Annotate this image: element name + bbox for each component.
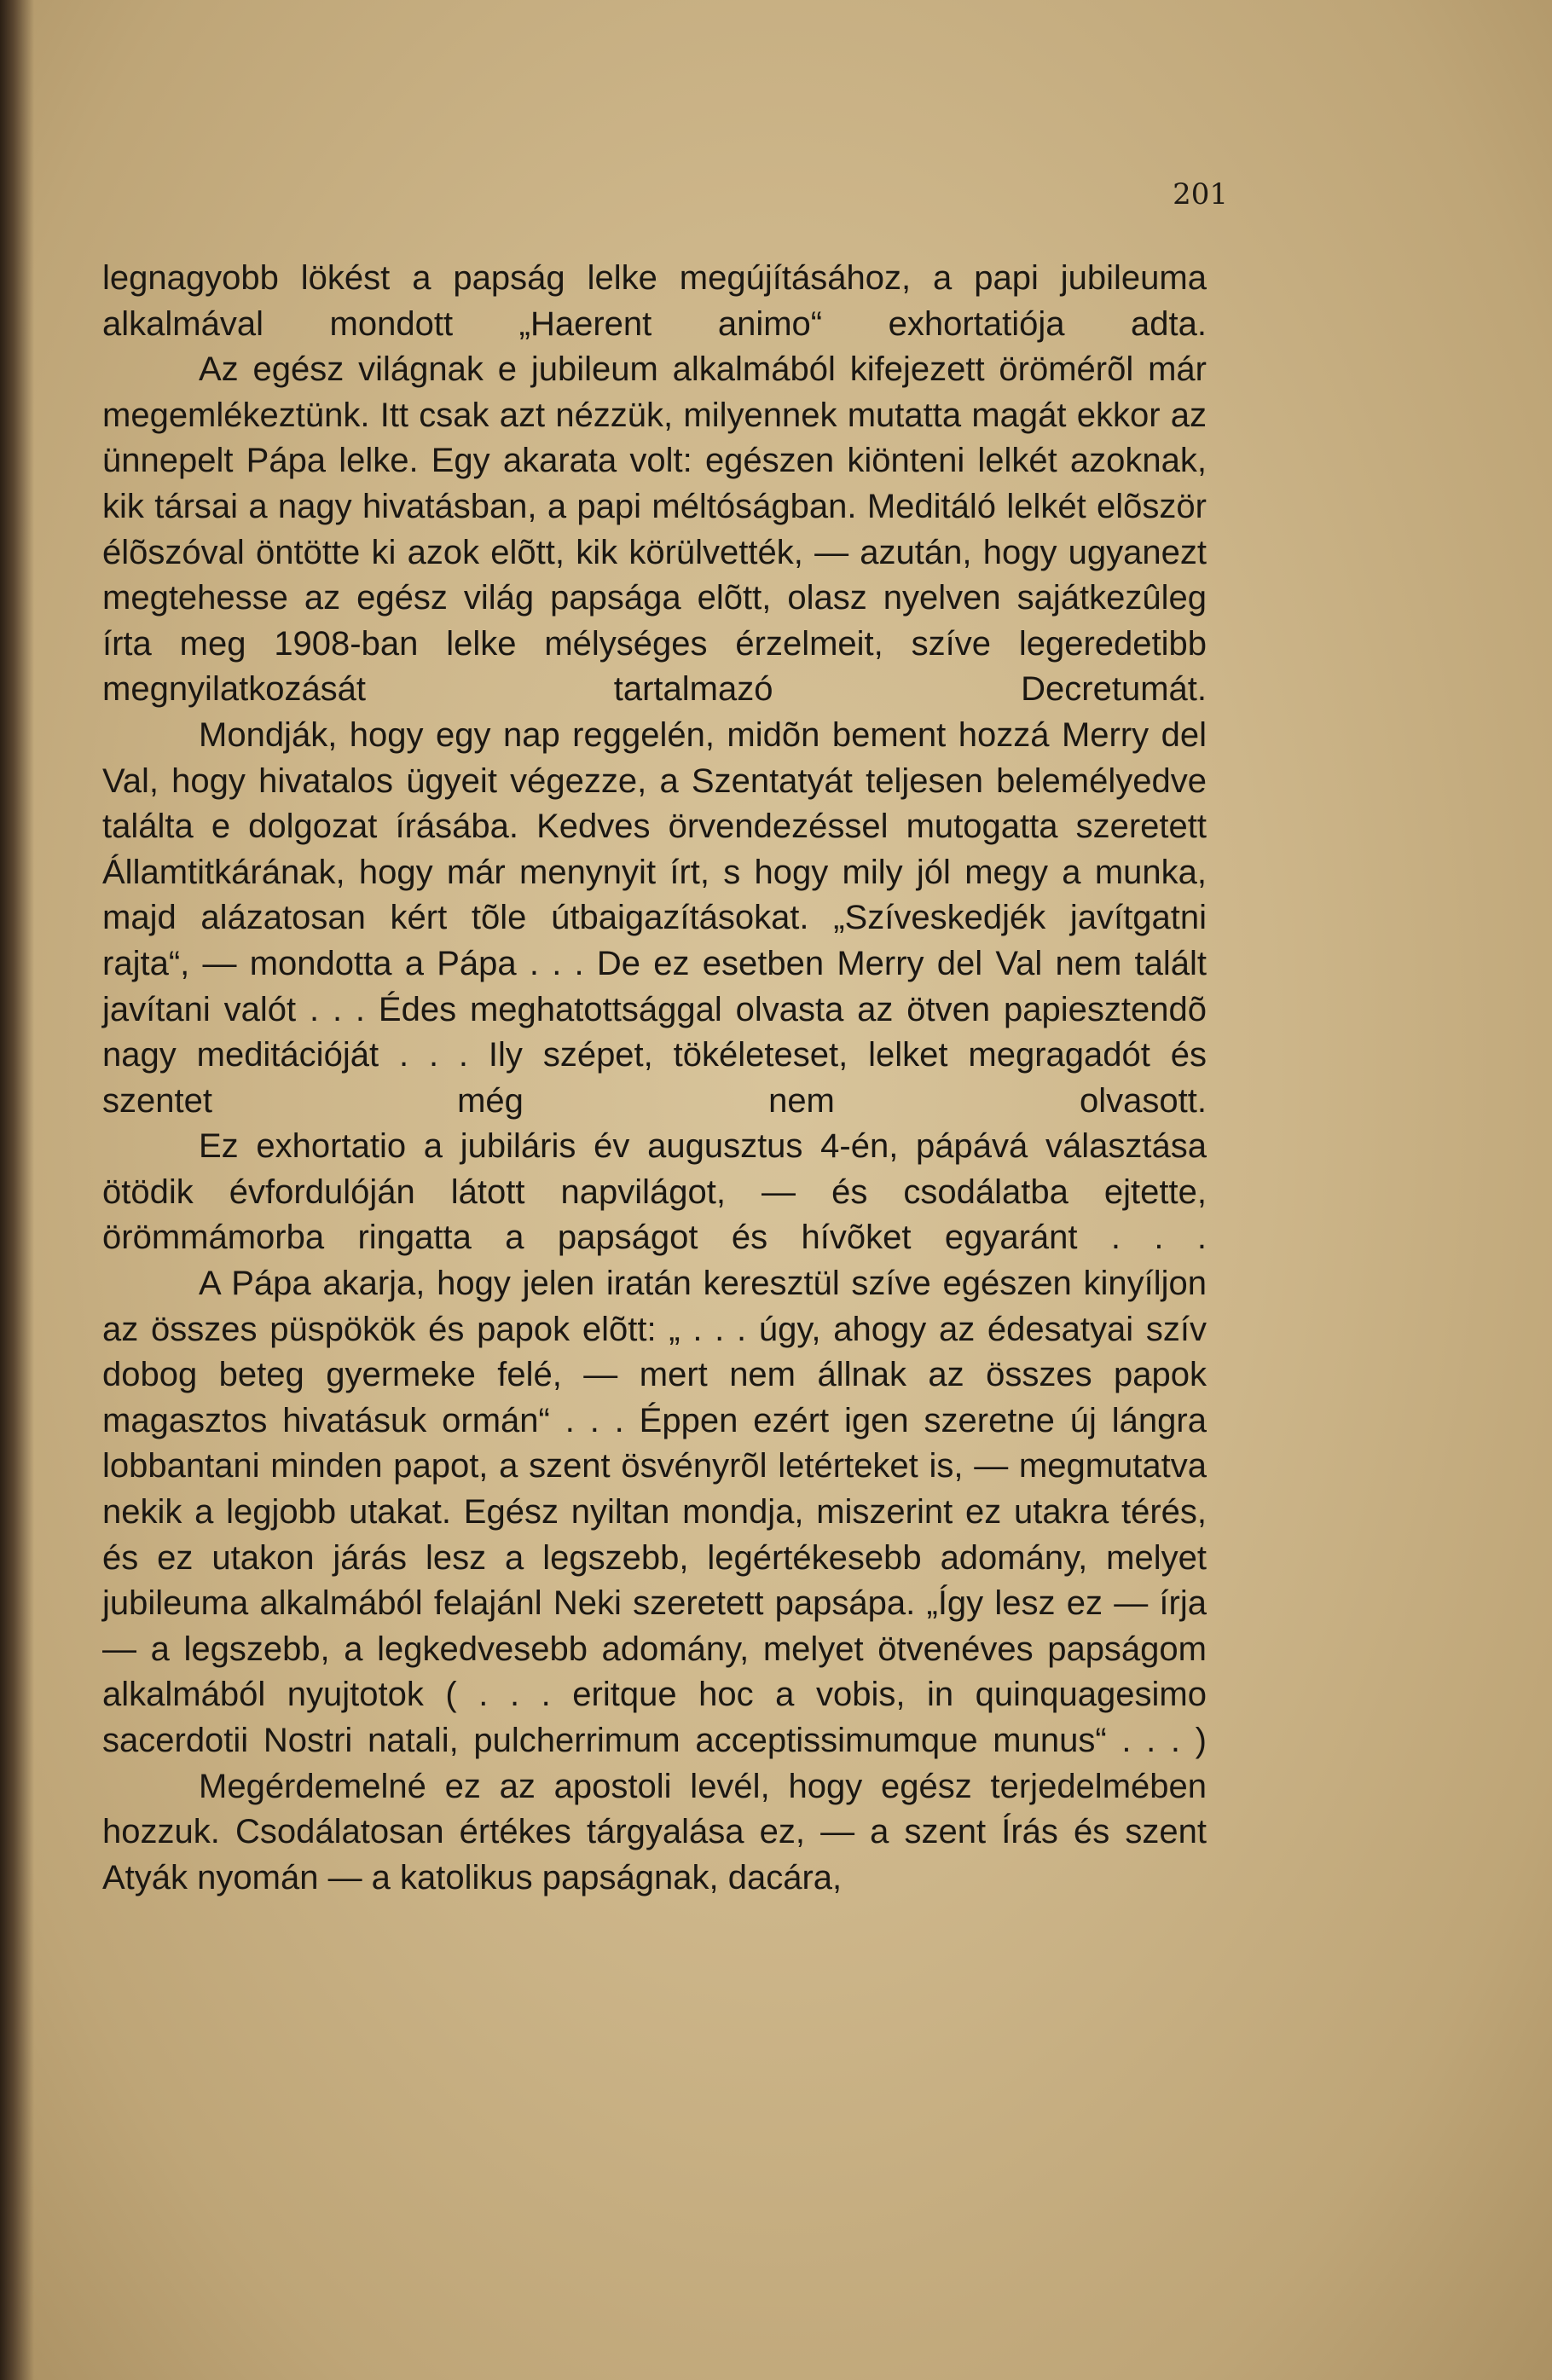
paragraph-4: Ez exhortatio a jubiláris év augusztus 4-én, pápává választása ötödik évfordulóján látott napvilágot, — és csodálatba ejtette, örömmámorba ringatta a papságot és hívõket egyaránt . . . <box>102 1127 1207 1257</box>
paragraph-1: legnagyobb lökést a papság lelke megújításához, a papi jubileuma alkalmával mondott „Haerent animo“ exhortatiója adta. <box>102 259 1207 343</box>
paragraph-5: A Pápa akarja, hogy jelen iratán keresztül szíve egészen kinyíljon az összes püspökök és papok elõtt: „ . . . úgy, ahogy az édesatyai szív dobog beteg gyermeke felé, — mert nem állnak az összes papok magasztos hivatásuk ormán“ . . . Éppen ezért igen szeretne új lángra lobbantani minden papot, a szent ösvényrõl letérteket is, — megmutatva nekik a legjobb utakat. Egész nyiltan mondja, miszerint ez utakra térés, és ez utakon járás lesz a legszebb, legértékesebb adomány, melyet jubileuma alkalmából felajánl Neki szeretett papsápa. „Így lesz ez — írja — a legszebb, a legkedvesebb adomány, melyet ötvenéves papságom alkalmából nyujtotok ( . . . eritque hoc a vobis, in quinquagesimo sacerdotii Nostri natali, pulcherrimum acceptissimumque munus“ . . . ) <box>102 1265 1207 1759</box>
paragraph-6: Megérdemelné ez az apostoli levél, hogy egész terjedelmében hozzuk. Csodálatosan értékes tárgyalása ez, — a szent Írás és szent Atyák nyomán — a katolikus papságnak, dacára, <box>102 1767 1207 1896</box>
body-text <box>102 256 1207 1901</box>
page-number: 201 <box>1173 177 1228 211</box>
paragraph-2: Az egész világnak e jubileum alkalmából kifejezett örömérõl már megemlékeztünk. Itt csak azt nézzük, milyennek mutatta magát ekkor az ünnepelt Pápa lelke. Egy akarata volt: egészen kiönteni lelkét azoknak, kik társai a nagy hivatásban, a papi méltóságban. Meditáló lelkét elõször élõszóval öntötte ki azok elõtt, kik körülvették, — azután, hogy ugyanezt megtehesse az egész világ papsága elõtt, olasz nyelven sajátkezûleg írta meg 1908-ban lelke mélységes érzelmeit, szíve legeredetibb megnyilatkozását tartalmazó Decretumát. <box>102 350 1207 709</box>
book-spine-shadow <box>0 0 34 2380</box>
paragraph-3: Mondják, hogy egy nap reggelén, midõn bement hozzá Merry del Val, hogy hivatalos ügyeit végezze, a Szentatyát teljesen belemélyedve találta e dolgozat írásába. Kedves örvendezéssel mutogatta szeretett Államtitkárának, hogy már menynyit írt, s hogy mily jól megy a munka, majd alázatosan kért tõle útbaigazításokat. „Szíveskedjék javítgatni rajta“, — mondotta a Pápa . . . De ez esetben Merry del Val nem talált javítani valót . . . Édes meghatottsággal olvasta az ötven papiesztendõ nagy meditációját . . . Ily szépet, tökéleteset, lelket megragadót és szentet még nem olvasott. <box>102 715 1207 1120</box>
